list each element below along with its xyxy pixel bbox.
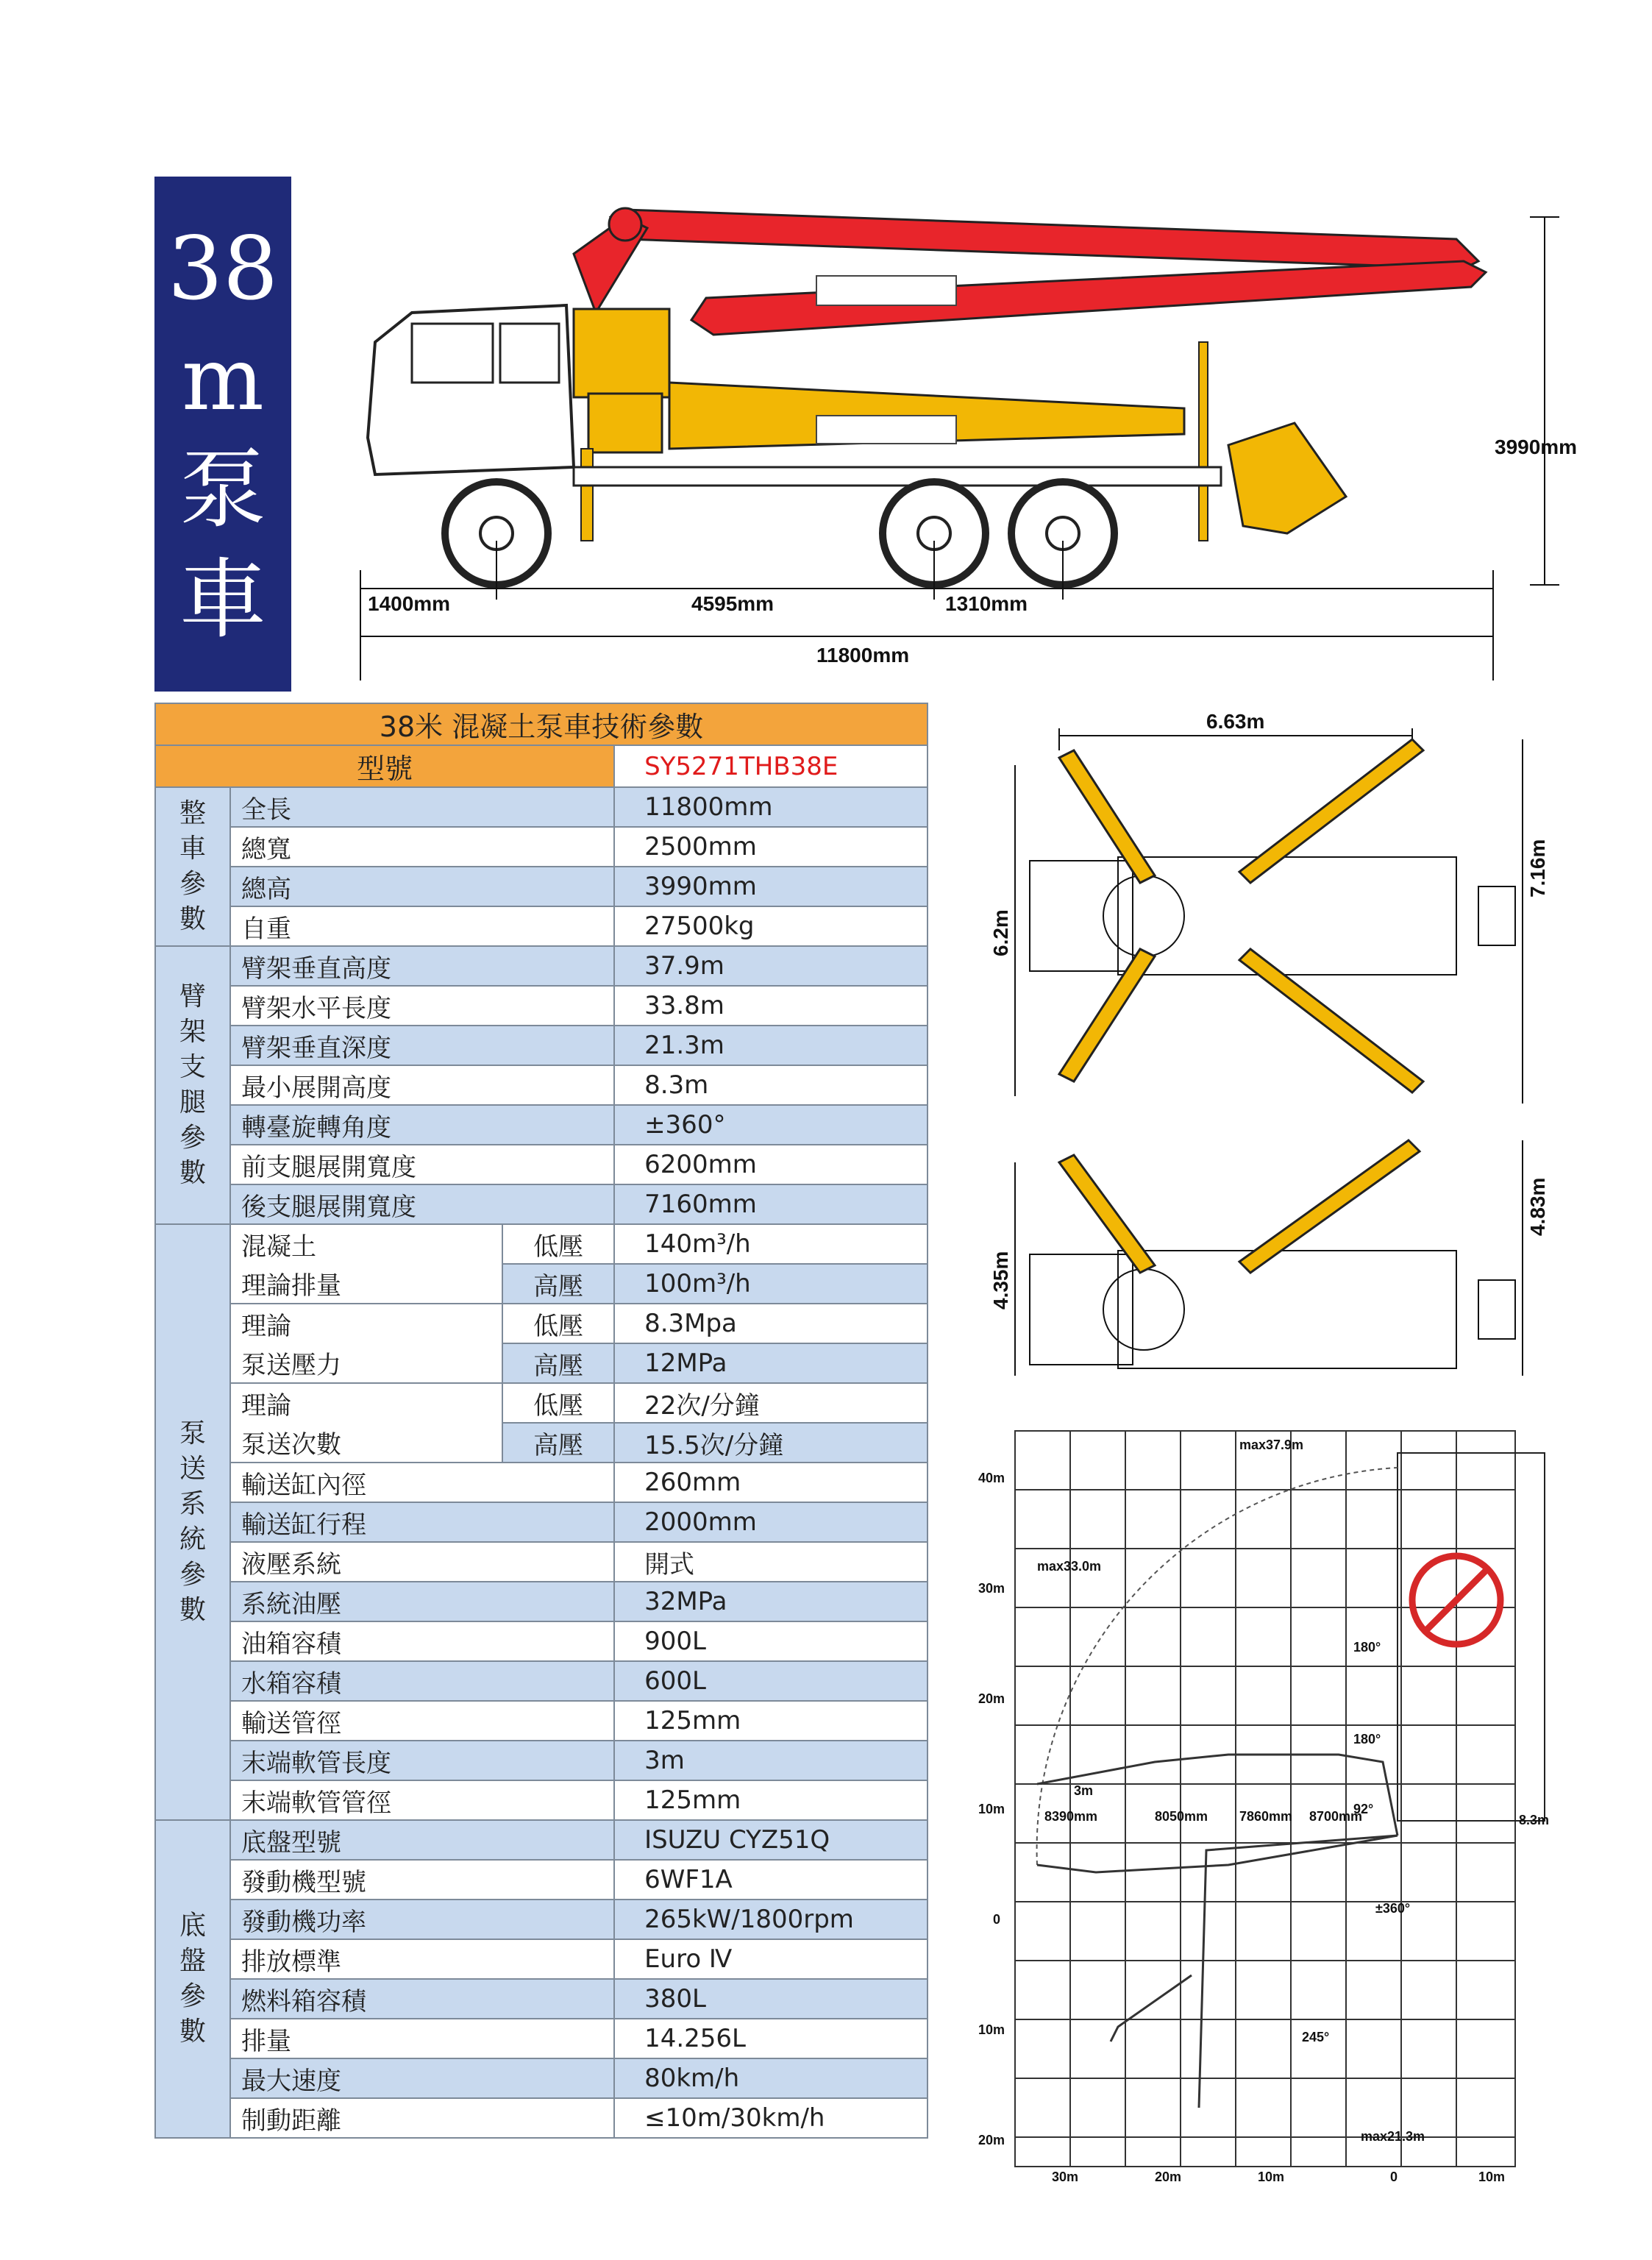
row-value: 125mm <box>614 1701 928 1741</box>
row-sub: 高壓 <box>502 1343 614 1383</box>
row-label: 排量 <box>230 2019 614 2058</box>
row-value: Euro Ⅳ <box>614 1939 928 1979</box>
dim-wheelbase: 4595mm <box>691 592 775 615</box>
section-label: 8050mm <box>1155 1809 1208 1824</box>
group-label: 底 盤 參 數 <box>155 1820 230 2138</box>
row-label: 水箱容積 <box>230 1661 614 1701</box>
max-height-label: max37.9m <box>1239 1438 1304 1452</box>
dim-height: 3990mm <box>1495 436 1578 458</box>
plan-front-span: 6.2m <box>989 909 1012 956</box>
angle-label: 92° <box>1353 1802 1374 1816</box>
angle-label: 180° <box>1353 1640 1381 1655</box>
y-tick: 0 <box>993 1912 1001 1927</box>
row-label: 底盤型號 <box>230 1820 614 1860</box>
x-tick: 20m <box>1155 2170 1182 2181</box>
row-value: 32MPa <box>614 1582 928 1621</box>
row-label: 發動機功率 <box>230 1900 614 1939</box>
row-value: ≤10m/30km/h <box>614 2098 928 2138</box>
outrigger-plan-half <box>986 1133 1574 1390</box>
section-label: 8390mm <box>1044 1809 1098 1824</box>
x-tick: 0 <box>1390 2170 1398 2181</box>
row-value: 3990mm <box>614 867 928 906</box>
row-value: 33.8m <box>614 986 928 1026</box>
row-value: 80km/h <box>614 2058 928 2098</box>
row-label: 泵送壓力 <box>230 1343 502 1383</box>
row-sub: 高壓 <box>502 1264 614 1304</box>
row-label: 臂架水平長度 <box>230 986 614 1026</box>
model-label: 型號 <box>155 745 614 787</box>
row-value: 8.3Mpa <box>614 1304 928 1343</box>
row-value: 14.256L <box>614 2019 928 2058</box>
row-label: 泵送次數 <box>230 1423 502 1463</box>
row-label: 輸送缸內徑 <box>230 1463 614 1502</box>
truck-side-view <box>331 188 1581 688</box>
row-value: 12MPa <box>614 1343 928 1383</box>
row-label: 油箱容積 <box>230 1621 614 1661</box>
angle-label: 245° <box>1302 2030 1330 2044</box>
y-tick: 20m <box>978 2133 1005 2147</box>
row-value: 開式 <box>614 1542 928 1582</box>
row-value: 260mm <box>614 1463 928 1502</box>
row-label: 總高 <box>230 867 614 906</box>
row-value: ±360° <box>614 1105 928 1145</box>
section-label: 8700mm <box>1309 1809 1363 1824</box>
wheels <box>445 482 1114 585</box>
row-sub: 低壓 <box>502 1383 614 1423</box>
row-value: 6200mm <box>614 1145 928 1184</box>
row-label: 後支腿展開寬度 <box>230 1184 614 1224</box>
row-label: 轉臺旋轉角度 <box>230 1105 614 1145</box>
plan-side-rear: 4.83m <box>1526 1177 1549 1236</box>
x-tick: 10m <box>1258 2170 1285 2181</box>
dim-rear-axle: 1310mm <box>945 592 1028 615</box>
title-block <box>154 177 291 692</box>
row-value: 3m <box>614 1741 928 1780</box>
row-label: 液壓系統 <box>230 1542 614 1582</box>
row-sub: 低壓 <box>502 1304 614 1343</box>
row-label: 輸送缸行程 <box>230 1502 614 1542</box>
row-value: 37.9m <box>614 946 928 986</box>
hose-label: 3m <box>1074 1783 1094 1798</box>
row-value: 21.3m <box>614 1026 928 1065</box>
title-char: m <box>182 328 264 430</box>
angle-label: ±360° <box>1375 1901 1411 1916</box>
y-tick: 10m <box>978 2022 1005 2037</box>
row-value: 100m³/h <box>614 1264 928 1304</box>
row-value: 22次/分鐘 <box>614 1383 928 1423</box>
row-label: 理論排量 <box>230 1264 502 1304</box>
row-value: 600L <box>614 1661 928 1701</box>
y-tick: 40m <box>978 1471 1005 1485</box>
row-label: 最小展開高度 <box>230 1065 614 1105</box>
y-tick: 10m <box>978 1802 1005 1816</box>
title-char: 車 <box>179 549 266 650</box>
max-depth-label: max21.3m <box>1361 2129 1425 2144</box>
title-char: 38 <box>167 218 279 319</box>
row-value: 8.3m <box>614 1065 928 1105</box>
boom-illustration <box>574 208 1486 335</box>
row-sub: 高壓 <box>502 1423 614 1463</box>
outrigger-plan-full <box>986 706 1574 1118</box>
row-label: 理論 <box>230 1304 502 1343</box>
row-sub: 低壓 <box>502 1224 614 1264</box>
spec-table <box>154 703 928 2139</box>
plan-rear-span: 7.16m <box>1526 839 1549 898</box>
row-value: 140m³/h <box>614 1224 928 1264</box>
y-tick: 30m <box>978 1581 1005 1596</box>
group-label: 臂 架 支 腿 參 數 <box>155 946 230 1224</box>
plan-side-front: 4.35m <box>989 1251 1012 1310</box>
row-value: 27500kg <box>614 906 928 946</box>
x-tick: 30m <box>1052 2170 1079 2181</box>
row-value: ISUZU CYZ51Q <box>614 1820 928 1860</box>
y-tick: 20m <box>978 1691 1005 1706</box>
row-label: 全長 <box>230 787 614 827</box>
max-reach-label: max33.0m <box>1037 1559 1102 1574</box>
row-label: 臂架垂直深度 <box>230 1026 614 1065</box>
row-value: 265kW/1800rpm <box>614 1900 928 1939</box>
row-value: 6WF1A <box>614 1860 928 1900</box>
dim-front: 1400mm <box>368 592 451 615</box>
row-label: 混凝土 <box>230 1224 502 1264</box>
reach-diagram <box>971 1424 1559 2181</box>
row-label: 最大速度 <box>230 2058 614 2098</box>
row-value: 7160mm <box>614 1184 928 1224</box>
row-value: 2500mm <box>614 827 928 867</box>
row-label: 理論 <box>230 1383 502 1423</box>
model-value: SY5271THB38E <box>614 745 928 787</box>
row-label: 臂架垂直高度 <box>230 946 614 986</box>
boom-positions <box>1037 1755 1398 2108</box>
row-label: 排放標準 <box>230 1939 614 1979</box>
row-label: 前支腿展開寬度 <box>230 1145 614 1184</box>
dim-length: 11800mm <box>816 644 910 667</box>
row-label: 末端軟管長度 <box>230 1741 614 1780</box>
min-unfold-label: 8.3m <box>1519 1813 1550 1827</box>
row-label: 總寬 <box>230 827 614 867</box>
row-value: 11800mm <box>614 787 928 827</box>
row-value: 380L <box>614 1979 928 2019</box>
section-label: 7860mm <box>1239 1809 1293 1824</box>
row-label: 制動距離 <box>230 2098 614 2138</box>
row-label: 自重 <box>230 906 614 946</box>
table-heading: 38米 混凝土泵車技術參數 <box>155 703 928 745</box>
row-value: 2000mm <box>614 1502 928 1542</box>
angle-label: 180° <box>1353 1732 1381 1746</box>
row-label: 輸送管徑 <box>230 1701 614 1741</box>
x-tick: 10m <box>1478 2170 1506 2181</box>
plan-width: 6.63m <box>1206 710 1265 733</box>
row-label: 燃料箱容積 <box>230 1979 614 2019</box>
title-char: 泵 <box>179 438 266 540</box>
row-label: 發動機型號 <box>230 1860 614 1900</box>
row-value: 125mm <box>614 1780 928 1820</box>
row-label: 末端軟管管徑 <box>230 1780 614 1820</box>
group-label: 整 車 參 數 <box>155 787 230 946</box>
row-value: 900L <box>614 1621 928 1661</box>
group-label: 泵 送 系 統 參 數 <box>155 1224 230 1820</box>
row-label: 系統油壓 <box>230 1582 614 1621</box>
row-value: 15.5次/分鐘 <box>614 1423 928 1463</box>
